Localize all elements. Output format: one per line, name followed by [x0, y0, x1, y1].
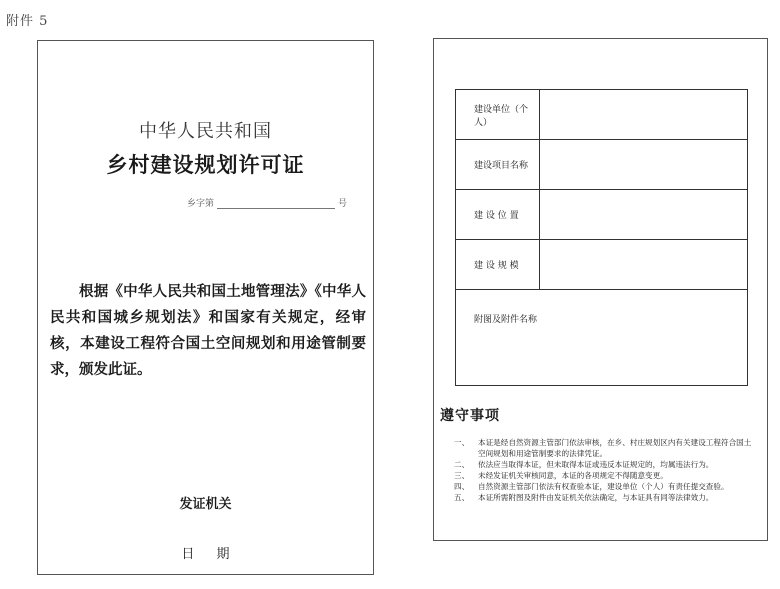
rule-number: 二、 — [454, 460, 470, 469]
rule-text: 未经发证机关审核同意，本证的各项规定不得随意变更。 — [478, 471, 668, 480]
list-item — [454, 470, 754, 481]
rule-text: 依法应当取得本证，但未取得本证或违反本证规定的，均属违法行为。 — [478, 460, 714, 469]
list-item — [454, 481, 754, 492]
rule-text: 本证所需附图及附件由发证机关依法确定，与本证具有同等法律效力。 — [478, 493, 714, 502]
permit-number-line — [187, 196, 347, 209]
permit-details-page — [433, 38, 768, 541]
table-row — [456, 290, 748, 386]
table-row — [456, 240, 748, 290]
field-value-project-name[interactable] — [540, 140, 748, 190]
permit-number-blank[interactable] — [217, 199, 335, 209]
permit-title: 乡村建设规划许可证 — [106, 153, 305, 177]
rule-text: 本证是经自然资源主管部门依法审核，在乡、村庄规划区内有关建设工程符合国土空间规划和用途管制要求的法律凭证。 — [478, 438, 752, 458]
rule-number: 三、 — [454, 471, 470, 480]
table-row — [456, 190, 748, 240]
field-label-location: 建 设 位 置 — [456, 190, 540, 240]
rule-number: 一、 — [454, 438, 470, 447]
field-value-location[interactable] — [540, 190, 748, 240]
permit-statement: 根据《中华人民共和国土地管理法》《中华人民共和国城乡规划法》和国家有关规定，经审核，本建设工程符合国土空间规划和用途管制要求，颁发此证。 — [50, 284, 366, 378]
annex-label: 附件 5 — [6, 14, 49, 29]
issue-date: 日 期 — [181, 547, 230, 562]
rules-title: 遵守事项 — [440, 408, 500, 424]
permit-cover-page — [37, 40, 374, 575]
field-label-project-name: 建设项目名称 — [456, 140, 540, 190]
rules-list — [454, 437, 754, 503]
field-value-scale[interactable] — [540, 240, 748, 290]
list-item — [454, 459, 754, 470]
country-name: 中华人民共和国 — [139, 121, 272, 142]
field-label-attachments[interactable]: 附图及附件名称 — [456, 290, 748, 386]
rule-text: 自然资源主管部门依法有权查验本证，建设单位（个人）有责任提交查验。 — [478, 482, 729, 491]
field-label-builder: 建设单位（个人） — [456, 90, 540, 140]
issuing-authority: 发证机关 — [179, 497, 232, 512]
list-item — [454, 492, 754, 503]
table-row — [456, 140, 748, 190]
list-item — [454, 437, 754, 459]
rule-number: 五、 — [454, 493, 470, 502]
field-label-scale: 建 设 规 模 — [456, 240, 540, 290]
rule-number: 四、 — [454, 482, 470, 491]
field-value-builder[interactable] — [540, 90, 748, 140]
table-row — [456, 90, 748, 140]
permit-info-table — [455, 89, 748, 386]
permit-number-suffix: 号 — [337, 199, 347, 209]
permit-number-prefix: 乡字第 — [186, 199, 214, 209]
